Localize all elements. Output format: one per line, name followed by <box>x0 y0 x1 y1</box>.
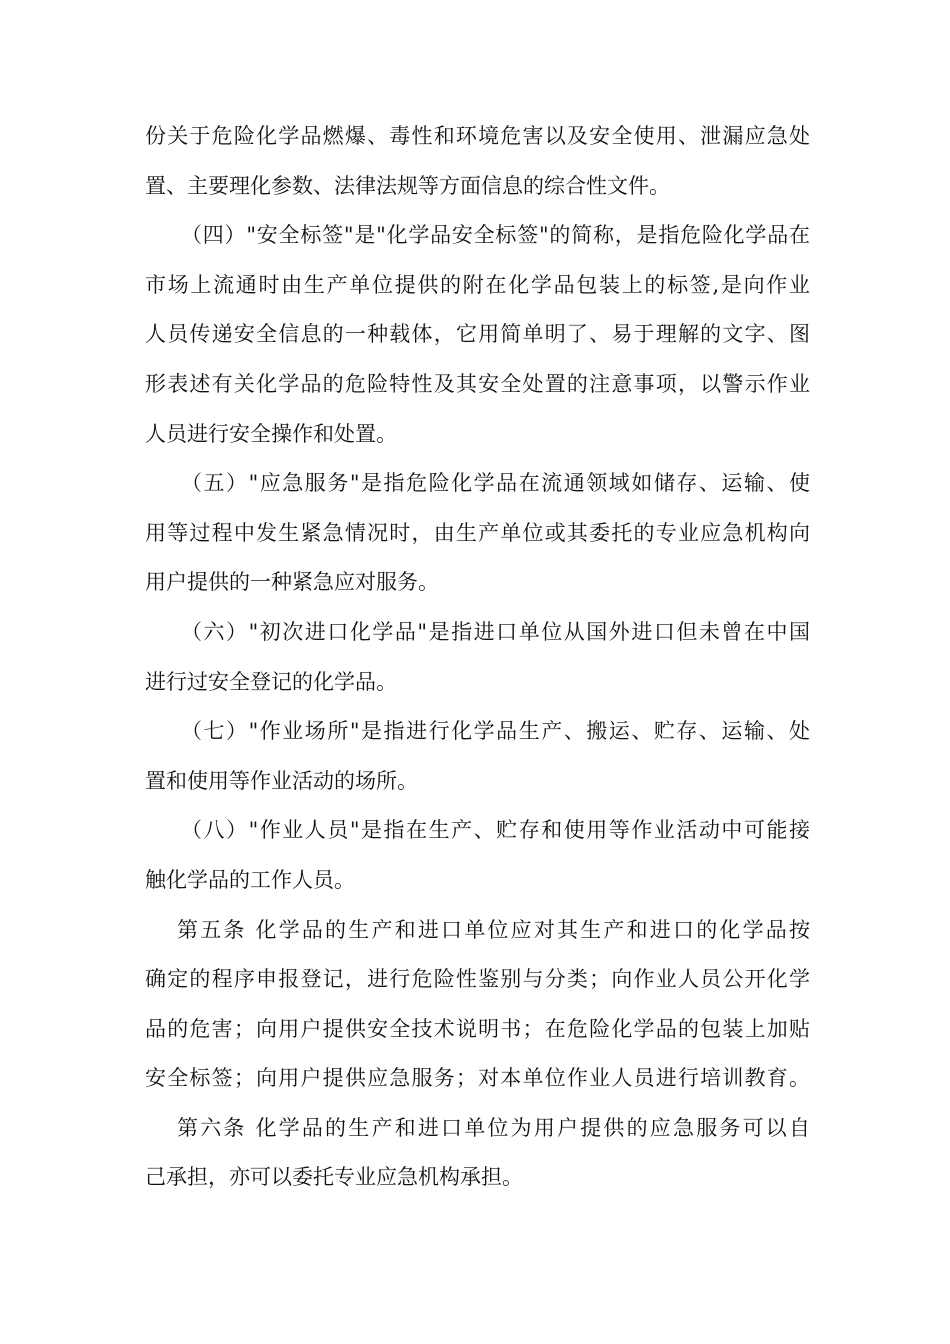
text-line: 份关于危险化学品燃爆、毒性和环境危害以及安全使用、泄漏应急处 <box>145 124 810 148</box>
article-heading-line: 第五条 化学品的生产和进口单位应对其生产和进口的化学品按 <box>177 917 810 942</box>
text-line: 人员传递安全信息的一种载体，它用简单明了、易于理解的文字、图 <box>145 322 810 347</box>
text-line: 触化学品的工作人员。 <box>145 867 355 892</box>
text-line: 人员进行安全操作和处置。 <box>145 421 397 446</box>
text-line: 用等过程中发生紧急情况时，由生产单位或其委托的专业应急机构向 <box>145 520 810 545</box>
text-line: （五）"应急服务"是指危险化学品在流通领域如储存、运输、使 <box>181 471 810 496</box>
text-line: 置和使用等作业活动的场所。 <box>145 768 418 793</box>
document-body <box>145 112 810 1203</box>
text-line: 用户提供的一种紧急应对服务。 <box>145 570 439 595</box>
text-line: 形表述有关化学品的危险特性及其安全处置的注意事项，以警示作业 <box>145 371 810 396</box>
text-line: 进行过安全登记的化学品。 <box>145 669 397 694</box>
text-line: 市场上流通时由生产单位提供的附在化学品包装上的标签,是向作业 <box>145 272 810 297</box>
text-line: （六）"初次进口化学品"是指进口单位从国外进口但未曾在中国 <box>181 619 810 644</box>
text-line: 安全标签；向用户提供应急服务；对本单位作业人员进行培训教育。 <box>145 1066 810 1091</box>
text-line: （四）"安全标签"是"化学品安全标签"的简称，是指危险化学品在 <box>181 223 810 248</box>
text-line: （八）"作业人员"是指在生产、贮存和使用等作业活动中可能接 <box>181 818 810 843</box>
text-line: 品的危害；向用户提供安全技术说明书；在危险化学品的包装上加贴 <box>145 1016 810 1041</box>
text-line: 置、主要理化参数、法律法规等方面信息的综合性文件。 <box>145 173 670 198</box>
text-line: 己承担，亦可以委托专业应急机构承担。 <box>145 1165 523 1190</box>
text-line: 确定的程序申报登记，进行危险性鉴别与分类；向作业人员公开化学 <box>145 967 810 992</box>
article-heading-line: 第六条 化学品的生产和进口单位为用户提供的应急服务可以自 <box>177 1115 810 1140</box>
text-line: （七）"作业场所"是指进行化学品生产、搬运、贮存、运输、处 <box>181 719 810 744</box>
